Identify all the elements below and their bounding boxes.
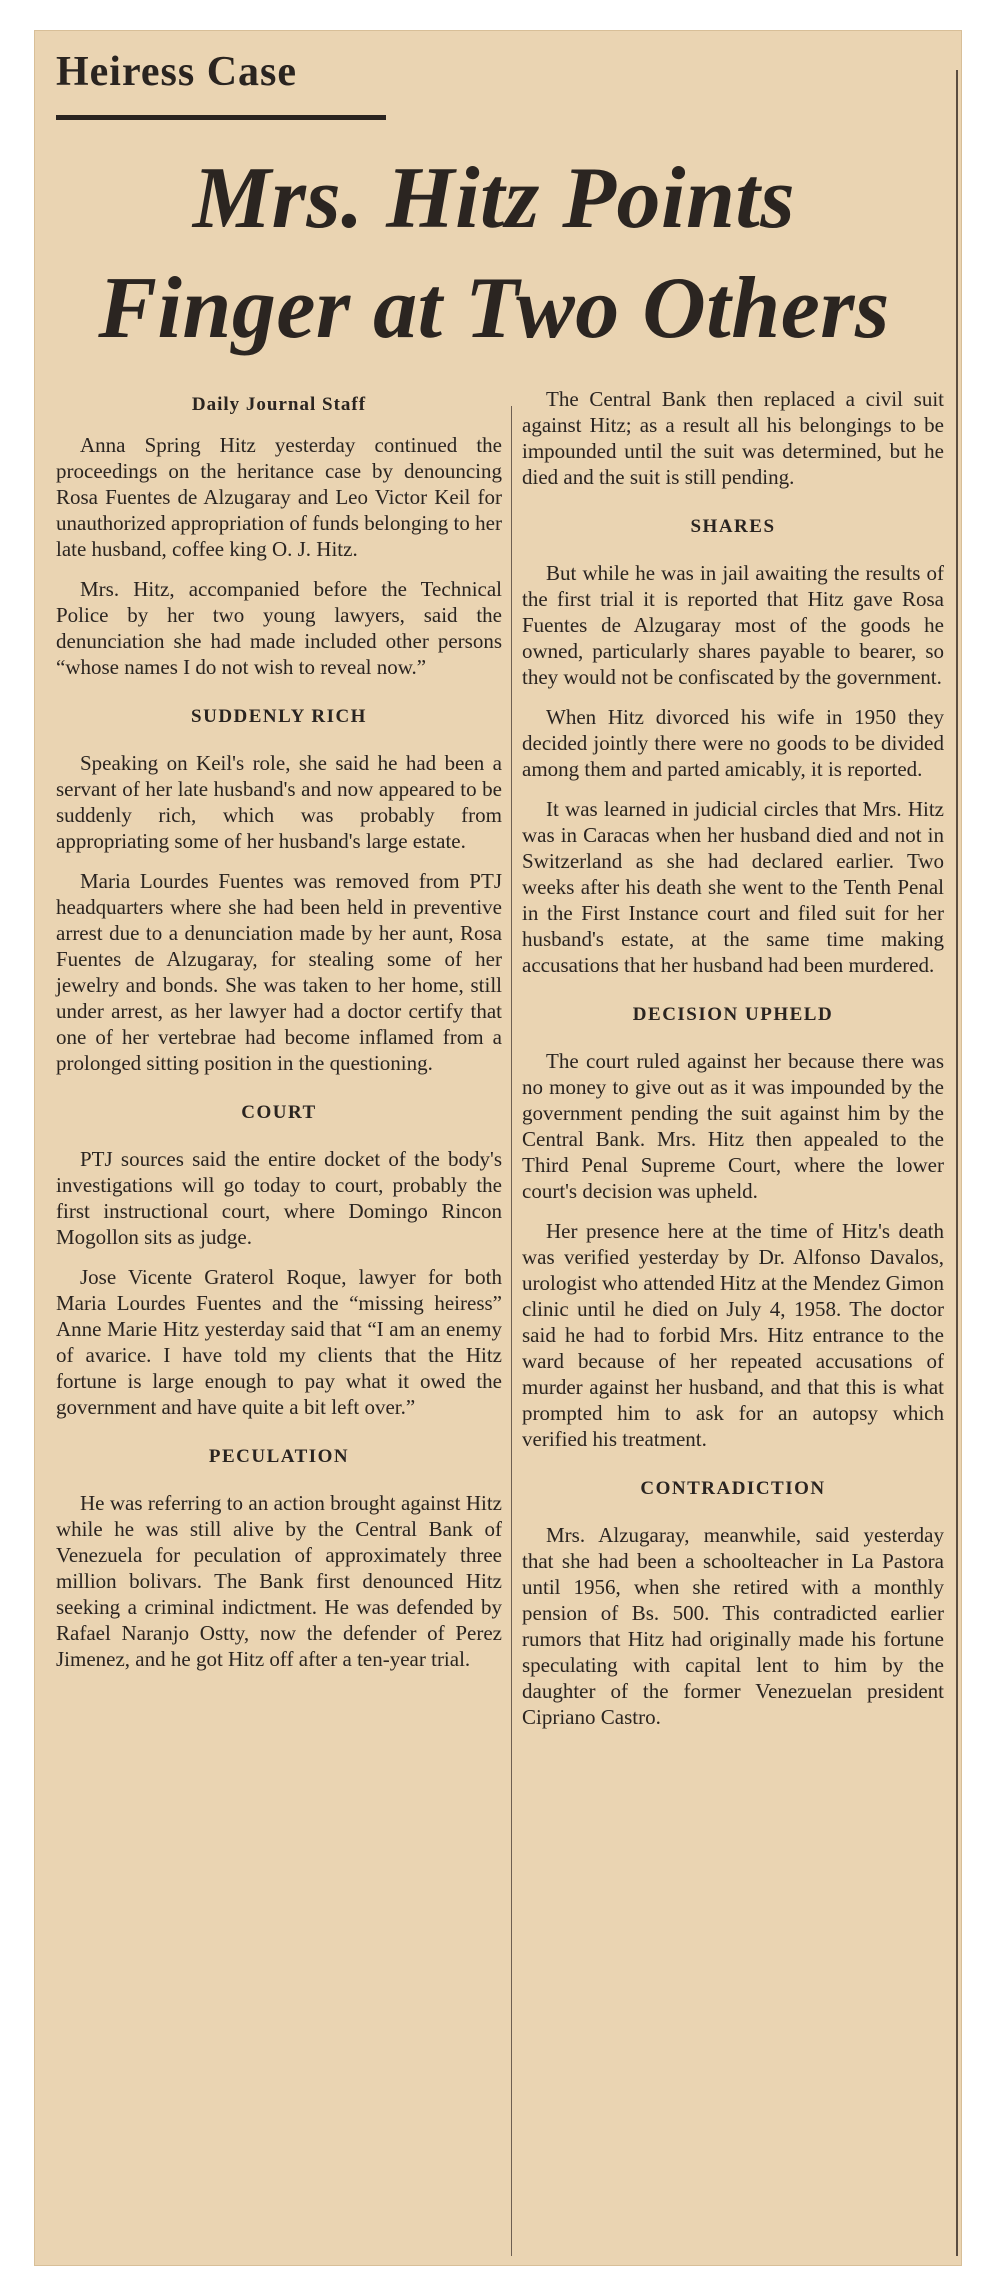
kicker: Heiress Case bbox=[56, 49, 298, 95]
kicker-rule bbox=[56, 115, 386, 120]
subhead-court: COURT bbox=[241, 1102, 317, 1123]
paragraph: Jose Vicente Graterol Roque, lawyer for both Maria Lourdes Fuentes and the “missing heiress” Anne Marie Hitz yesterday said that “I am an enemy of avarice. I have told my clients that the Hitz fortune is large enough to pay what it owed the government and have quite a bit left over.” bbox=[56, 1265, 502, 1419]
headline-line-2: Finger at Two Others bbox=[98, 260, 890, 357]
paragraph: He was referring to an action brought against Hitz while he was still alive by the Central Bank of Venezuela for peculation of approximately three million bolivars. The Bank first denounced Hitz seeking a criminal indictment. He was defended by Rafael Naranjo Ostty, now the defender of Perez Jimenez, and he got Hitz off after a ten-year trial. bbox=[56, 1491, 502, 1671]
paragraph: Anna Spring Hitz yesterday continued the proceedings on the heritance case by denouncing Rosa Fuentes de Alzugaray and Leo Victor Keil for unauthorized appropriation of funds belonging to her late husband, coffee king O. J. Hitz. bbox=[56, 433, 502, 561]
paragraph: Her presence here at the time of Hitz's death was verified yesterday by Dr. Alfonso Davalos, urologist who attended Hitz at the Mendez Gimon clinic until he died on July 4, 1958. The doctor said he had to forbid Mrs. Hitz entrance to the ward because of her repeated accusations of murder against her husband, and that this is what prompted him to ask for an autopsy which verified his treatment. bbox=[522, 1219, 944, 1451]
subhead-peculation: PECULATION bbox=[208, 1446, 350, 1467]
paragraph: Speaking on Keil's role, she said he had been a servant of her late husband's and now appeared to be suddenly rich, which was probably from appropriating some of her husband's large estate. bbox=[56, 751, 502, 853]
left-column bbox=[56, 392, 502, 1686]
paragraph: The court ruled against her because there was no money to give out as it was impounded by the government pending the suit against him by the Central Bank. Mrs. Hitz then appealed to the Third Penal Supreme Court, where the lower court's decision was upheld. bbox=[522, 1049, 944, 1203]
subhead-decision-upheld: DECISION UPHELD bbox=[632, 1004, 834, 1025]
paragraph: The Central Bank then replaced a civil suit against Hitz; as a result all his belongings to be impounded until the suit was determined, but he died and the suit is still pending. bbox=[522, 387, 944, 489]
subhead-shares: SHARES bbox=[690, 516, 776, 537]
paragraph: Mrs. Hitz, accompanied before the Technical Police by her two young lawyers, said the denunciation she had made included other persons “whose names I do not wish to reveal now.” bbox=[56, 577, 502, 679]
right-column bbox=[522, 386, 944, 1744]
subhead-suddenly-rich: SUDDENLY RICH bbox=[191, 706, 367, 727]
byline: Daily Journal Staff bbox=[191, 394, 367, 415]
headline-line-1: Mrs. Hitz Points bbox=[192, 150, 796, 247]
paragraph: Mrs. Alzugaray, meanwhile, said yesterday that she had been a schoolteacher in La Pastora until 1956, when she retired with a monthly pension of Bs. 500. This contradicted earlier rumors that Hitz had originally made his fortune speculating with capital lent to him by the daughter of the former Venezuelan president Cipriano Castro. bbox=[522, 1523, 944, 1729]
subhead-contradiction: CONTRADICTION bbox=[640, 1478, 826, 1499]
paragraph: Maria Lourdes Fuentes was removed from PTJ headquarters where she had been held in preventive arrest due to a denunciation made by her aunt, Rosa Fuentes de Alzugaray, for stealing some of her jewelry and bonds. She was taken to her home, still under arrest, as her lawyer had a doctor certify that one of her vertebrae had become inflamed from a prolonged sitting position in the questioning. bbox=[56, 869, 502, 1075]
column-divider bbox=[511, 406, 512, 2256]
paragraph: When Hitz divorced his wife in 1950 they decided jointly there were no goods to be divided among them and parted amicably, it is reported. bbox=[522, 705, 944, 781]
paragraph: PTJ sources said the entire docket of the body's investigations will go today to court, probably the first instructional court, where Domingo Rincon Mogollon sits as judge. bbox=[56, 1147, 502, 1249]
clipping-edge-rule bbox=[956, 70, 958, 2256]
newspaper-clipping bbox=[34, 30, 962, 2266]
paragraph: It was learned in judicial circles that Mrs. Hitz was in Caracas when her husband died and not in Switzerland as she had declared earlier. Two weeks after his death she went to the Tenth Penal in the First Instance court and filed suit for her husband's estate, at the same time making accusations that her husband had been murdered. bbox=[522, 797, 944, 977]
paragraph: But while he was in jail awaiting the results of the first trial it is reported that Hitz gave Rosa Fuentes de Alzugaray most of the goods he owned, particularly shares payable to bearer, so they would not be confiscated by the government. bbox=[522, 561, 944, 689]
